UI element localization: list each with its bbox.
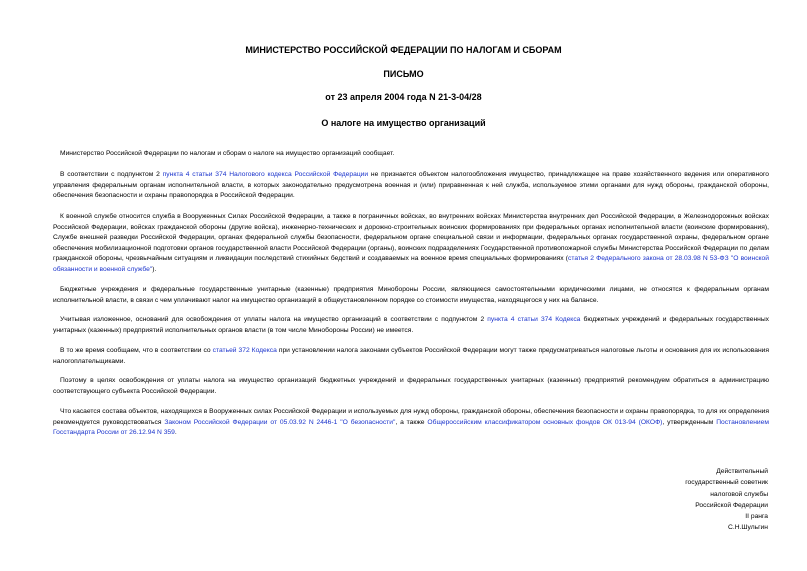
paragraph-5: Учитывая изложенное, оснований для освобождения от уплаты налога на имущество организаций в соответствии с подпунктом 2 пункта 4 статьи 374 Кодекса бюджетных учреждений и федеральных государственных унитарных (казенных) предприятий исполнительных органов власти (в том числе Минобороны России) не имеется. [53,316,769,334]
link-gosstandart-resolution[interactable]: Постановлением Госстандарта России от 26.12.94 N 359 [53,418,769,437]
paragraph-8: Что касается состава объектов, находящихся в Вооруженных силах Российской Федерации и используемых для нужд обороны, гражданской обороны, обеспечения безопасности и охраны правопорядка, то для их определения рекомендуется руководствоваться Законом Российской Федерации от 05.03.92 N 2446-1 "О безопасности", а также Общероссийским классификатором основных фондов ОК 013-94 (ОКОФ), утвержденным Постановлением Госстандарта России от 26.12.94 N 359. [53,408,769,437]
paragraph-6: В то же время сообщаем, что в соответствии со статьей 372 Кодекса при установлении налога законами субъектов Российской Федерации могут также предусматриваться налоговые льготы и основания для их использования налогоплательщиками. [53,347,769,365]
link-law-on-security[interactable]: Законом Российской Федерации от 05.03.92 N 2446-1 "О безопасности" [164,418,396,426]
link-article-374-code[interactable]: пункта 4 статьи 374 Кодекса [487,316,581,323]
link-article-372-code[interactable]: статьей 372 Кодекса [212,347,277,354]
signature-line: государственный советник [685,479,768,487]
document-type: ПИСЬМО [383,69,424,79]
signature-line: Российской Федерации [695,501,768,509]
paragraph-7: Поэтому в целях освобождения от уплаты налога на имущество организаций бюджетных учреждений и федеральных государственных унитарных (казенных) предприятий рекомендуем обратиться в администрацию соответствующего субъекта Российской Федерации. [53,377,769,395]
signature-block [568,466,768,534]
signature-line: налоговой службы [710,490,768,498]
paragraph-intro: Министерство Российской Федерации по налогам и сборам о налоге на имущество организаций сообщает. [60,150,395,157]
paragraph-3: К военной службе относится служба в Вооруженных Силах Российской Федерации, а также в пограничных войсках, во внутренних войсках Министерства внутренних дел Российской Федерации, в Железнодорожных войсках Российской Федерации, войсках гражданской обороны (другие войска), инженерно-технических и дорожно-строительных воинских формированиях при федеральных органах исполнительной власти (воинские формирования), Службе внешней разведки Российской Федерации, органах федеральной службы безопасности, федеральном органе специальной связи и информации, федеральных органах государственной охраны, федеральном органе обеспечения мобилизационной подготовки органов государственной власти Российской Федерации (органы), воинских подразделениях Государственной противопожарной службы Министерства Российской Федерации по делам гражданской обороны, чрезвычайным ситуациям и ликвидации последствий стихийных бедствий и создаваемых на военное время специальных формированиях (статья 2 Федерального закона от 28.03.98 N 53-ФЗ "О воинской обязанности и военной службе"). [53,213,770,273]
document-subject: О налоге на имущество организаций [321,118,486,128]
link-article-374-tax-code[interactable]: пункта 4 статьи 374 Налогового кодекса Российской Федерации [162,171,369,178]
ministry-title: МИНИСТЕРСТВО РОССИЙСКОЙ ФЕДЕРАЦИИ ПО НАЛОГАМ И СБОРАМ [245,45,562,55]
link-okof-classifier[interactable]: Общероссийским классификатором основных фондов ОК 013-94 (ОКОФ) [427,418,663,426]
paragraph-4: Бюджетные учреждения и федеральные государственные унитарные (казенные) предприятия Минобороны России, являющиеся самостоятельными юридическими лицами, не относятся к федеральным органам исполнительной власти, в связи с чем уплачивают налог на имущество организаций в общеустановленном порядке со стоимости имущества, находящегося у них на балансе. [53,286,769,304]
document-date-number: от 23 апреля 2004 года N 21-3-04/28 [325,92,482,102]
link-federal-law-53fz[interactable]: статья 2 Федерального закона от 28.03.98 N 53-ФЗ "О воинской обязанности и военной службе" [53,255,770,273]
paragraph-2: В соответствии с подпунктом 2 пункта 4 статьи 374 Налогового кодекса Российской Федерации не признается объектом налогообложения имущество, принадлежащее на праве хозяйственного ведения или оперативного управления федеральным органам исполнительной власти, в которых законодательно предусмотрена военная и (или) приравненная к ней служба, используемое этими органами для нужд обороны, гражданской обороны, обеспечения безопасности и охраны правопорядка в Российской Федерации. [53,171,769,200]
signature-line: II ранга [745,513,768,521]
signer-name: С.Н.Шульгин [728,524,768,532]
signature-line: Действительный [716,468,768,475]
